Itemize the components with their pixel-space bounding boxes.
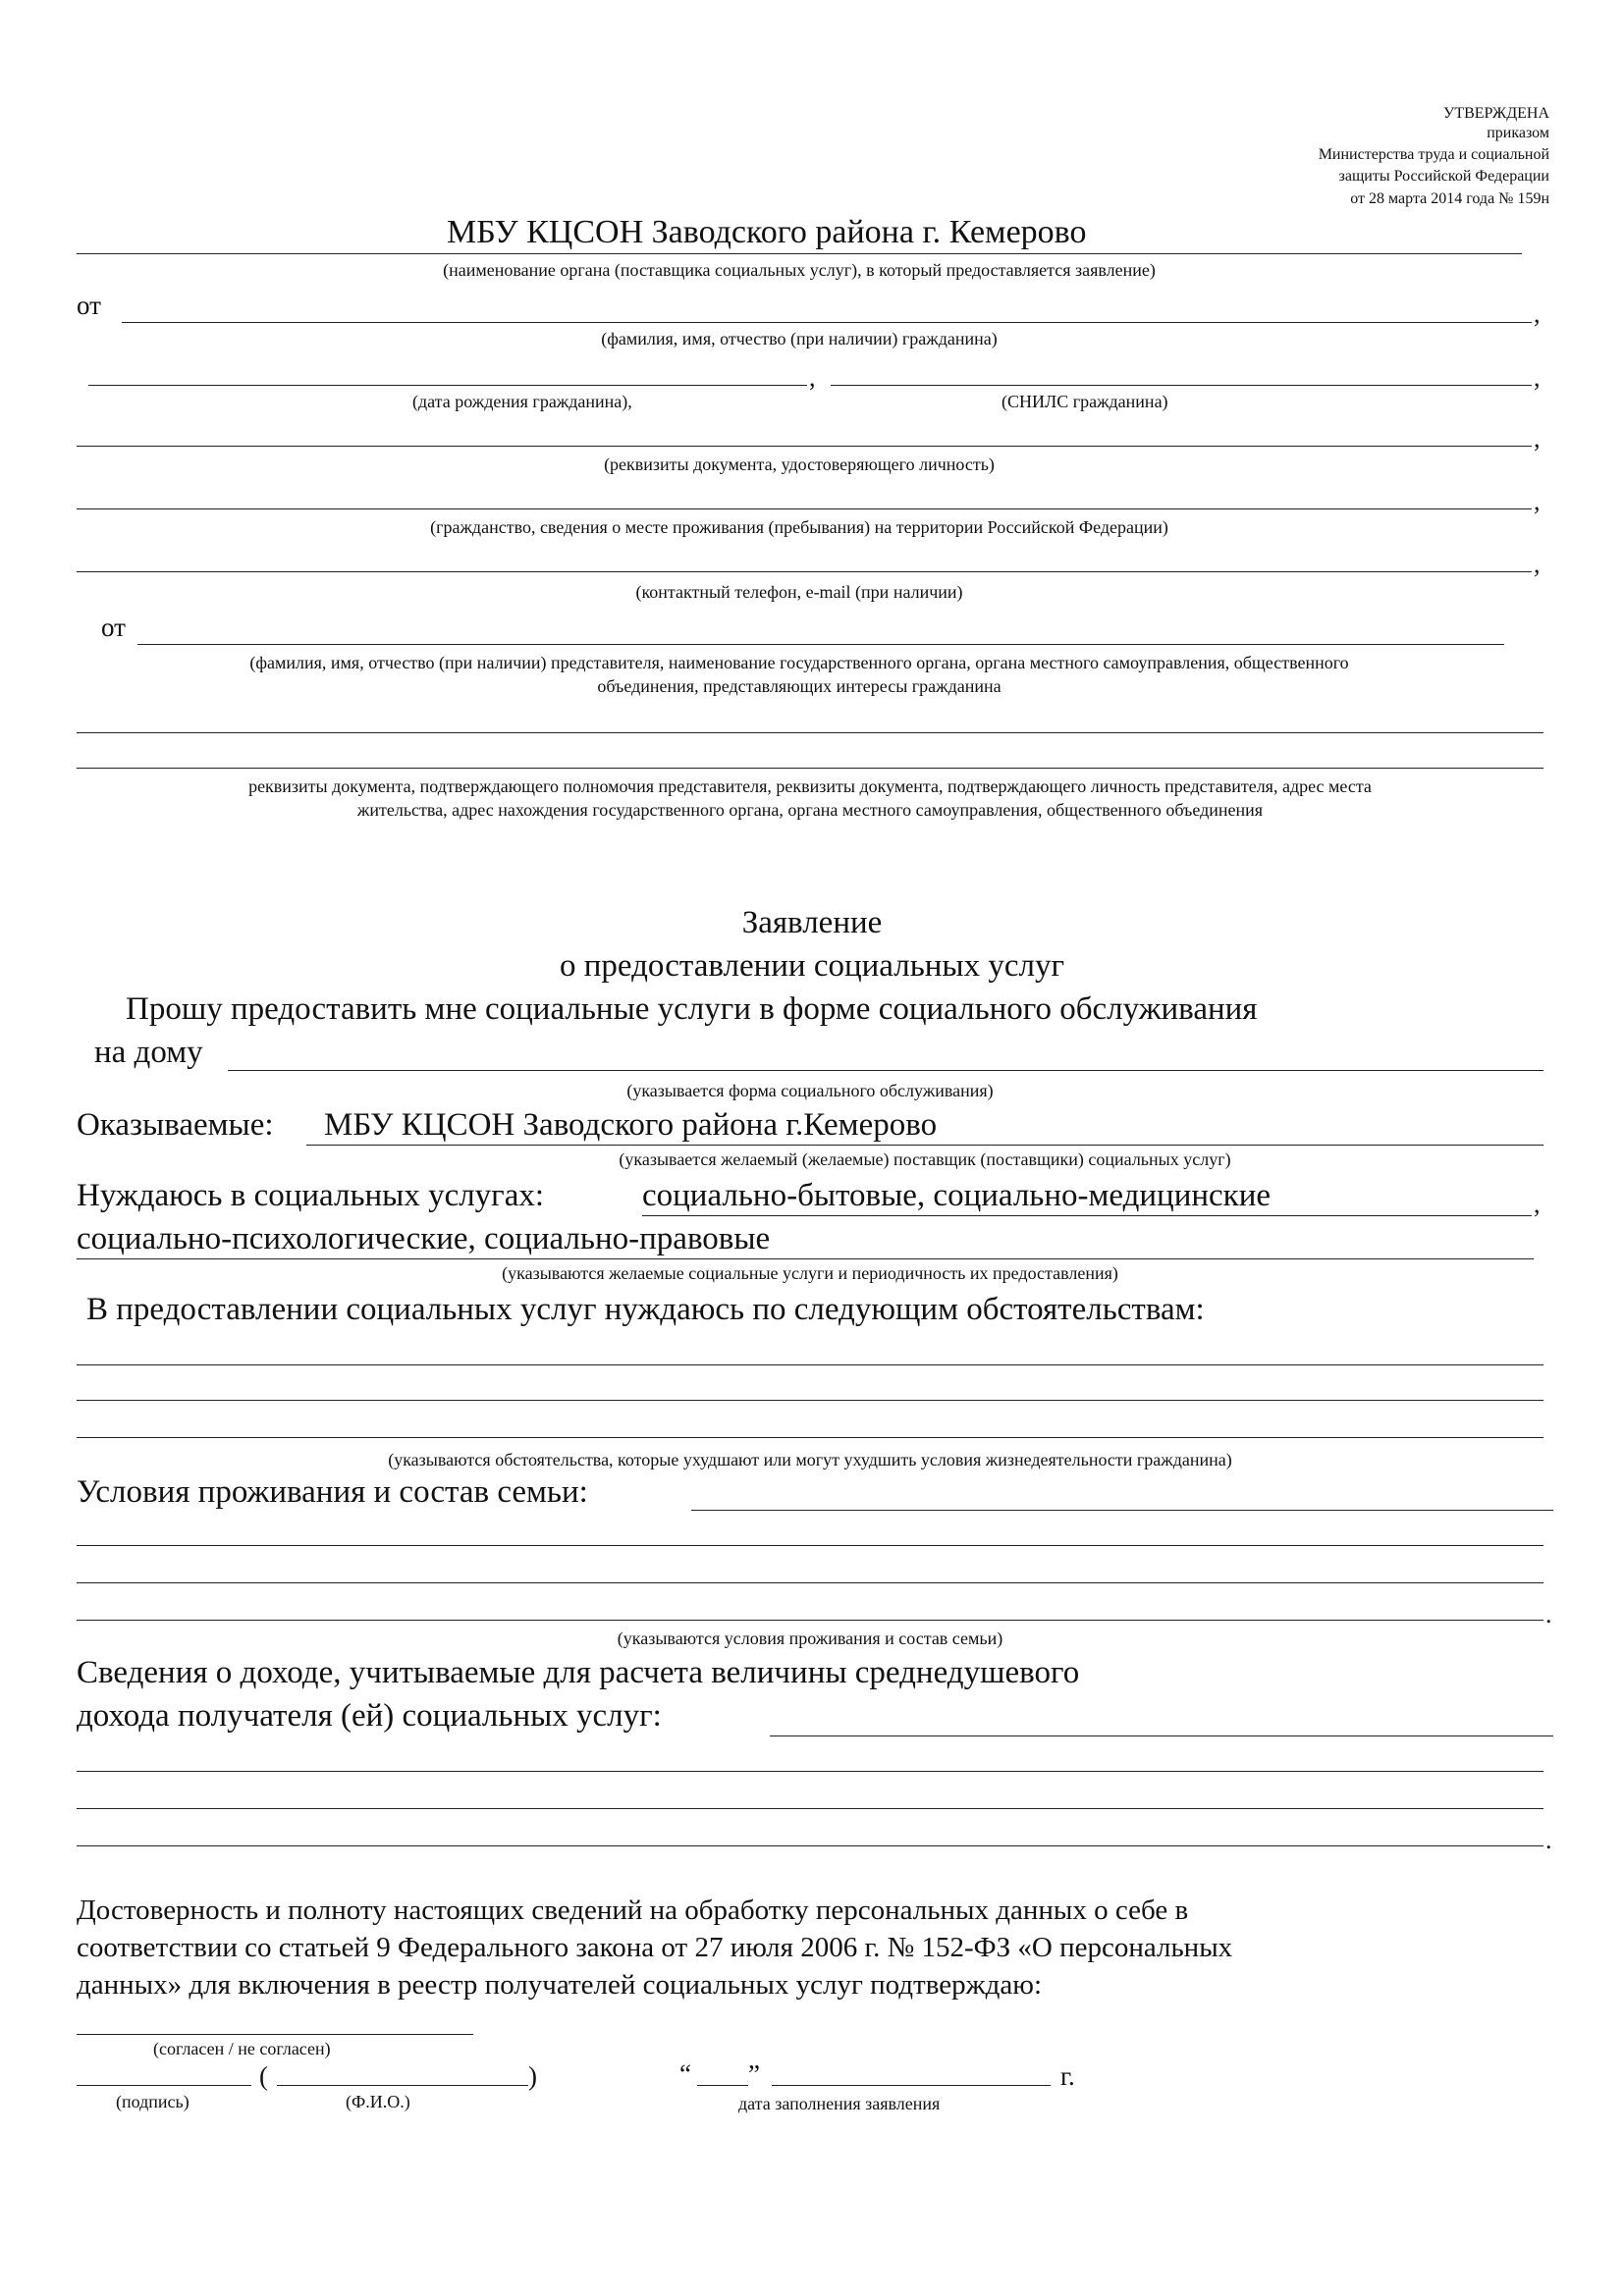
comma: , [1534, 487, 1541, 515]
representative-details-caption-2: жительства, адрес нахождения государственного органа, органа местного самоуправления, общественного объединения [356, 800, 1264, 820]
income-label-1: Сведения о доходе, учитываемые для расчета величины среднедушевого [77, 1655, 1080, 1690]
income-field-3[interactable] [77, 1808, 1543, 1809]
day-field[interactable] [697, 2085, 748, 2086]
contact-caption: (контактный телефон, e-mail (при наличии) [635, 582, 963, 602]
month-year-field[interactable] [772, 2085, 1051, 2086]
living-field-2[interactable] [77, 1545, 1543, 1546]
representative-details-caption-1: реквизиты документа, подтверждающего полномочия представителя, реквизиты документа, подтверждающего личность представителя, адрес места [248, 776, 1372, 796]
birth-date-caption: (дата рождения гражданина), [412, 392, 632, 411]
approval-title: УТВЕРЖДЕНА [1442, 105, 1549, 122]
approval-ministry: Министерства труда и социальной [1318, 146, 1549, 163]
providers-label: Оказываемые: [77, 1107, 274, 1143]
providers-field[interactable] [306, 1145, 1543, 1146]
period: . [1545, 1600, 1552, 1629]
snils-caption: (СНИЛС гражданина) [1001, 392, 1168, 411]
consent-field[interactable] [77, 2034, 473, 2035]
providers-value: МБУ КЦСОН Заводского района г.Кемерово [324, 1107, 938, 1143]
representative-name-field[interactable] [137, 644, 1504, 645]
living-field-3[interactable] [77, 1582, 1543, 1583]
identity-document-caption: (реквизиты документа, удостоверяющего личность) [604, 454, 995, 474]
approval-date: от 28 марта 2014 года № 159н [1350, 190, 1549, 207]
date-quote-close: ” [748, 2059, 760, 2089]
representative-details-field-2[interactable] [77, 768, 1543, 769]
organization-field[interactable] [77, 253, 1522, 254]
date-quote-open: “ [679, 2059, 691, 2089]
signature-caption: (подпись) [116, 2092, 189, 2111]
circumstances-field-3[interactable] [77, 1437, 1543, 1438]
income-field-1[interactable] [770, 1735, 1553, 1736]
providers-caption: (указывается желаемый (желаемые) поставщик (поставщики) социальных услуг) [619, 1149, 1231, 1169]
circumstances-field-2[interactable] [77, 1400, 1543, 1401]
fio-paren-open: ( [259, 2061, 268, 2091]
snils-field[interactable] [831, 385, 1532, 386]
comma: , [809, 363, 816, 392]
circumstances-field-1[interactable] [77, 1364, 1543, 1365]
consent-line-1: Достоверность и полноту настоящих сведений на обработку персональных данных о себе в [77, 1895, 1189, 1926]
identity-document-field[interactable] [77, 446, 1532, 447]
approval-order: приказом [1487, 125, 1549, 141]
service-form-value: на дому [94, 1035, 203, 1070]
representative-details-field-1[interactable] [77, 732, 1543, 733]
service-form-field[interactable] [228, 1070, 1543, 1071]
consent-line-3: данных» для включения в реестр получателей социальных услуг подтверждаю: [77, 1969, 1043, 2001]
income-field-4[interactable] [77, 1845, 1543, 1846]
services-field-1[interactable] [642, 1215, 1532, 1216]
living-caption: (указываются условия проживания и состав семьи) [617, 1629, 1003, 1648]
income-label-2: дохода получателя (ей) социальных услуг: [77, 1698, 662, 1734]
contact-field[interactable] [77, 571, 1532, 572]
fio-paren-close: ) [528, 2061, 537, 2091]
living-label: Условия проживания и состав семьи: [77, 1474, 588, 1510]
representative-from-label: от [101, 613, 126, 642]
services-label: Нуждаюсь в социальных услугах: [77, 1178, 545, 1213]
comma: , [1534, 550, 1541, 578]
circumstances-caption: (указываются обстоятельства, которые ухудшают или могут ухудшить условия жизнедеятельности гражданина) [388, 1450, 1232, 1469]
service-form-caption: (указывается форма социального обслуживания) [626, 1081, 994, 1100]
date-caption: дата заполнения заявления [738, 2094, 941, 2113]
fio-field[interactable] [277, 2085, 528, 2086]
comma: , [1534, 424, 1541, 453]
organization-caption: (наименование органа (поставщика социальных услуг), в который предоставляется заявление) [443, 260, 1156, 280]
organization-value: МБУ КЦСОН Заводского района г. Кемерово [447, 214, 1087, 250]
document-subtitle: о предоставлении социальных услуг [560, 948, 1064, 984]
citizenship-field[interactable] [77, 508, 1532, 509]
income-field-2[interactable] [77, 1771, 1543, 1772]
comma: , [1534, 1190, 1541, 1218]
consent-caption: (согласен / не согласен) [153, 2039, 331, 2058]
services-value-2: социально-психологические, социально-правовые [77, 1221, 771, 1256]
fio-caption: (Ф.И.О.) [346, 2092, 410, 2111]
representative-caption-1: (фамилия, имя, отчество (при наличии) представителя, наименование государственного органа, органа местного самоуправления, общественного [249, 653, 1349, 672]
citizenship-caption: (гражданство, сведения о месте проживания (пребывания) на территории Российской Федерации) [430, 517, 1168, 537]
birth-date-field[interactable] [88, 385, 807, 386]
citizen-name-caption: (фамилия, имя, отчество (при наличии) гражданина) [601, 329, 998, 348]
services-value-1: социально-бытовые, социально-медицинские [642, 1178, 1272, 1213]
document-title: Заявление [741, 905, 883, 940]
period: . [1545, 1826, 1552, 1854]
approval-ministry-2: защиты Российской Федерации [1338, 168, 1549, 185]
comma: , [1534, 299, 1541, 328]
circumstances-text: В предоставлении социальных услуг нуждаюсь по следующим обстоятельствам: [86, 1292, 1205, 1327]
representative-caption-2: объединения, представляющих интересы гражданина [597, 676, 1001, 696]
citizen-name-field[interactable] [122, 322, 1532, 323]
from-label: от [77, 291, 101, 320]
comma: , [1534, 363, 1541, 392]
request-text: Прошу предоставить мне социальные услуги в форме социального обслуживания [126, 991, 1258, 1027]
living-field-4[interactable] [77, 1620, 1543, 1621]
consent-line-2: соответствии со статьей 9 Федерального закона от 27 июля 2006 г. № 152-ФЗ «О персональных [77, 1932, 1233, 1963]
year-suffix: г. [1060, 2061, 1075, 2091]
services-caption: (указываются желаемые социальные услуги и периодичность их предоставления) [502, 1263, 1118, 1283]
living-field-1[interactable] [691, 1510, 1553, 1511]
services-field-2[interactable] [77, 1258, 1534, 1259]
signature-field[interactable] [77, 2085, 251, 2086]
